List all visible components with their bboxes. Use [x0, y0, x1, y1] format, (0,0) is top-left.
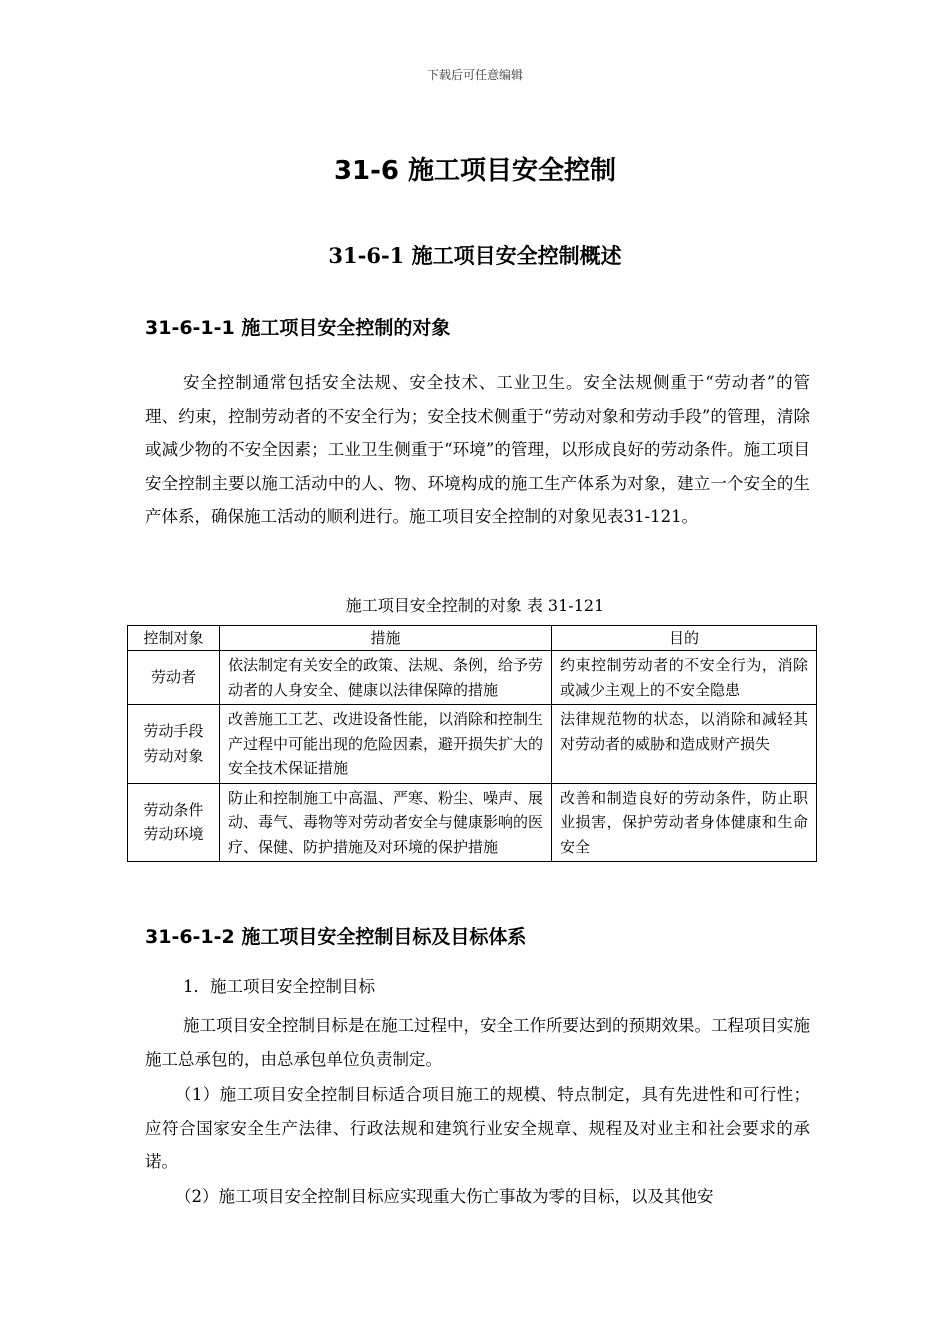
paragraph-2: 施工项目安全控制目标是在施工过程中，安全工作所要达到的预期效果。工程项目实施施工总承包的，由总承包单位负责制定。 [145, 1016, 810, 1069]
table-header-cell: 目的 [552, 626, 817, 651]
object-label: 劳动者 [150, 668, 196, 687]
paragraph-3: （1）施工项目安全控制目标适合项目施工的规模、特点制定，具有先进性和可行性；应符合国家安全生产法律、行政法规和建筑行业安全规章、规程及对业主和社会要求的承诺。 [145, 1085, 810, 1171]
table-cell-object [128, 651, 220, 705]
table-cell-object [128, 783, 220, 862]
table-cell-measure: 防止和控制施工中高温、严寒、粉尘、噪声、展动、毒气、毒物等对劳动者安全与健康影响的医疗、保健、防护措施及对环境的保护措施 [220, 783, 552, 862]
table-caption: 施工项目安全控制的对象 表 31-121 [345, 596, 605, 615]
chapter-title: 31-6 施工项目安全控制 [333, 156, 617, 186]
object-label: 劳动环境 [143, 825, 204, 844]
object-label: 劳动条件 [143, 800, 204, 819]
table-cell-purpose: 法律规范物的状态，以消除和减轻其对劳动者的威胁和造成财产损失 [552, 705, 817, 784]
table-row [128, 783, 817, 862]
table-row [128, 651, 817, 705]
section-title: 31-6-1 施工项目安全控制概述 [328, 243, 622, 268]
item-heading-1: 1．施工项目安全控制目标 [183, 977, 375, 996]
table-cell-measure: 改善施工工艺、改进设备性能，以消除和控制生产过程中可能出现的危险因素，避开损失扩大的安全技术保证措施 [220, 705, 552, 784]
subsection-title-2: 31-6-1-2 施工项目安全控制目标及目标体系 [145, 926, 527, 948]
table-cell-object [128, 705, 220, 784]
header-note: 下载后可任意编辑 [426, 68, 523, 82]
table-cell-purpose: 改善和制造良好的劳动条件，防止职业损害，保护劳动者身体健康和生命安全 [552, 783, 817, 862]
subsection-title-1: 31-6-1-1 施工项目安全控制的对象 [145, 317, 451, 339]
table-cell-measure: 依法制定有关安全的政策、法规、条例，给予劳动者的人身安全、健康以法律保障的措施 [220, 651, 552, 705]
paragraph-1: 安全控制通常包括安全法规、安全技术、工业卫生。安全法规侧重于“劳动者”的管理、约束，控制劳动者的不安全行为；安全技术侧重于“劳动对象和劳动手段”的管理，清除或减少物的不安全因素；工业卫生侧重于“环境”的管理，以形成良好的劳动条件。施工项目安全控制主要以施工活动中的人、物、环境构成的施工生产体系为对象，建立一个安全的生产体系，确保施工活动的顺利进行。施工项目安全控制的对象见表31-121。 [145, 373, 810, 526]
paragraph-4: （2）施工项目安全控制目标应实现重大伤亡事故为零的目标，以及其他安 [175, 1187, 714, 1206]
control-object-table [127, 625, 817, 862]
table-cell-purpose: 约束控制劳动者的不安全行为，消除或减少主观上的不安全隐患 [552, 651, 817, 705]
table-header-cell: 控制对象 [128, 626, 220, 651]
object-label: 劳动对象 [143, 746, 204, 765]
object-label: 劳动手段 [143, 722, 204, 741]
table-row [128, 705, 817, 784]
table-header-cell: 措施 [220, 626, 552, 651]
table-header-row [128, 626, 817, 651]
